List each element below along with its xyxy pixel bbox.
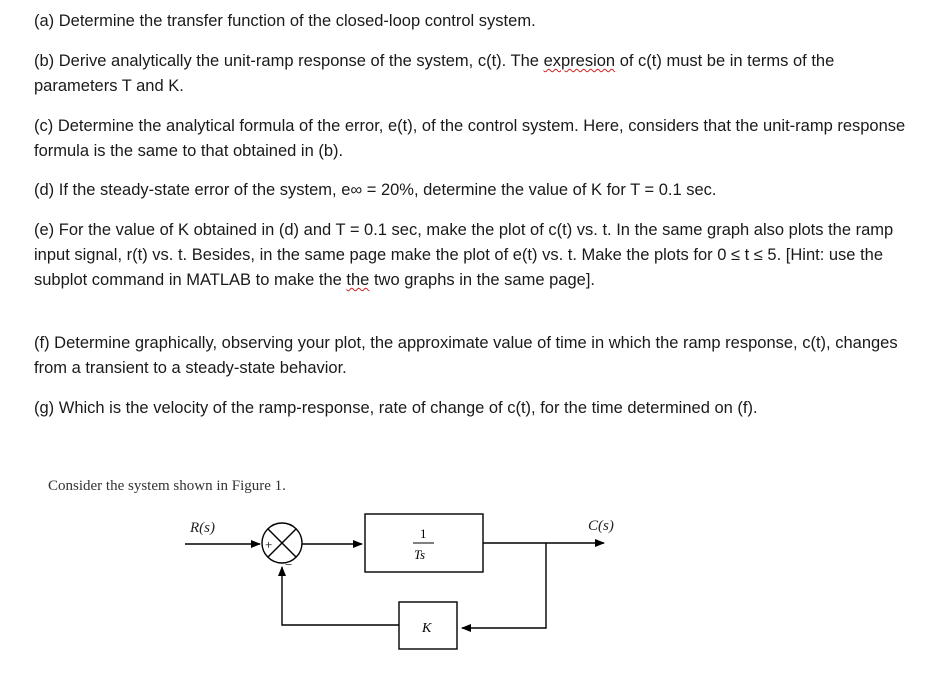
- question-b-misspelled-word: expresion: [543, 52, 616, 70]
- diagram-caption: Consider the system shown in Figure 1.: [48, 478, 286, 494]
- feedback-block-gain: K: [422, 621, 432, 636]
- input-label: R(s): [190, 520, 215, 536]
- question-e-text-end: two graphs in the same page].: [369, 271, 595, 289]
- question-g: (g) Which is the velocity of the ramp-response, rate of change of c(t), for the time determined on (f).: [34, 399, 758, 417]
- question-c: (c) Determine the analytical formula of the error, e(t), of the control system. Here, considers that the unit-ramp response formula is the same to that obtained in (b).: [34, 117, 906, 160]
- question-a: (a) Determine the transfer function of the closed-loop control system.: [34, 12, 536, 30]
- question-b-text-end: of c(t) must be in terms of the parameters T and K.: [34, 52, 835, 95]
- question-f: (f) Determine graphically, observing your plot, the approximate value of time in which the ramp response, c(t), changes from a transient to a steady-state behavior.: [34, 334, 898, 377]
- question-e-text-start: (e) For the value of K obtained in (d) and T = 0.1 sec, make the plot of c(t) vs. t. In the same graph also plots the ramp input signal, r(t) vs. t. Besides, in the same page make the plot of e(t) vs. t. Make the plots for 0 ≤ t ≤ 5. [Hint: use the subplot command in MATLAB to make the: [34, 221, 894, 289]
- sum-plus-sign: +: [265, 537, 273, 552]
- forward-block-numerator: 1: [420, 526, 427, 541]
- output-label: C(s): [588, 518, 614, 534]
- question-b-text-start: (b) Derive analytically the unit-ramp response of the system, c(t). The: [34, 52, 544, 70]
- sum-minus-sign: −: [285, 557, 293, 572]
- question-e-repeated-word: the: [346, 271, 370, 289]
- feedback-path-left: [282, 567, 399, 625]
- forward-block-denominator: Ts: [414, 547, 426, 562]
- question-d: (d) If the steady-state error of the system, e∞ = 20%, determine the value of K for T = 0.1 sec.: [34, 181, 717, 199]
- feedback-path-right: [462, 543, 546, 628]
